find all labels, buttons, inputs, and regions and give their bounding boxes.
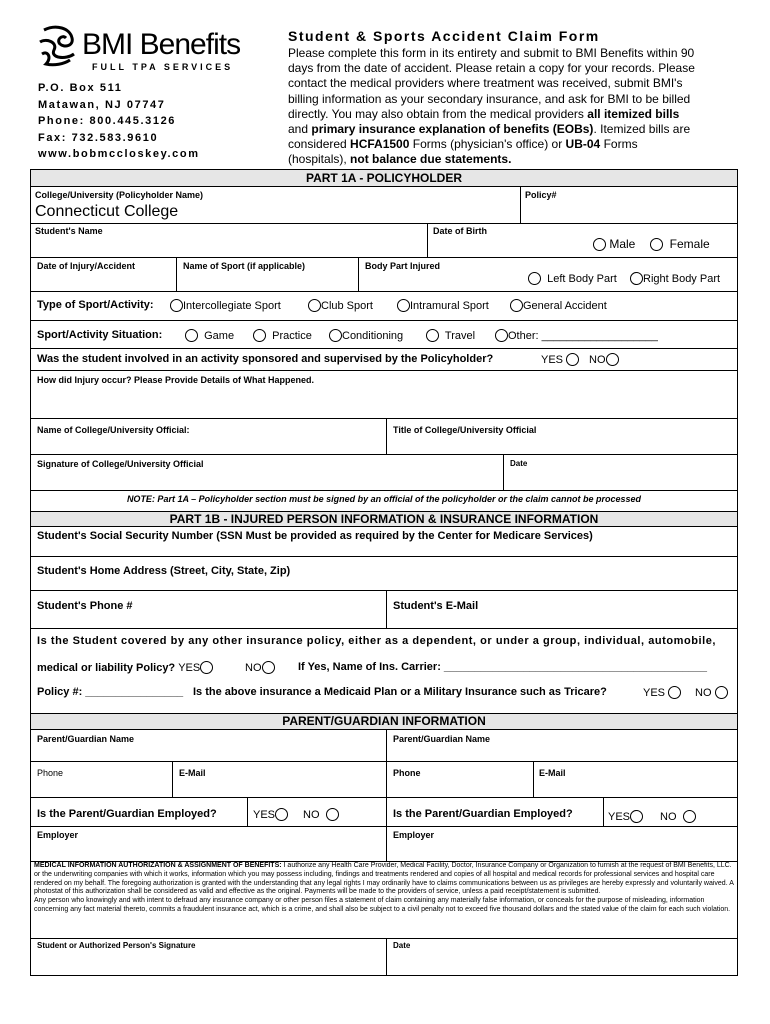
how-injury-label: How did Injury occur? Please Provide Details of What Happened.: [37, 375, 315, 385]
website-link[interactable]: www.bobmccloskey.com: [38, 148, 200, 160]
body-part-label: Body Part Injured: [365, 261, 441, 271]
parent1-email-label: E-Mail: [179, 768, 206, 778]
logo-name: BMI Benefits: [82, 28, 241, 61]
parent2-employed-yes[interactable]: YES: [608, 810, 643, 823]
situation-travel[interactable]: Travel: [426, 329, 475, 342]
radio-left-body[interactable]: [528, 272, 541, 285]
policy-label: Policy#: [525, 190, 557, 200]
parent-header: PARENT/GUARDIAN INFORMATION: [31, 713, 737, 730]
supervised-yes[interactable]: YES: [541, 353, 579, 366]
med-liability-label: medical or liability Policy? YES: [37, 661, 213, 674]
parent2-email-label: E-Mail: [539, 768, 566, 778]
other-ins-no[interactable]: NO: [245, 661, 275, 674]
intro-text: Please complete this form in its entirety and submit to BMI Benefits within 90 days from the date of accident. Please retain a copy for your records. Please contact the medical providers where treatment was received, submit BMI's billing information as your secondary insurance, and ask for BMI to be billed directly. You may also obtain from the medical providers all itemized bills and primary insurance explanation of benefits (EOBs). Itemized bills are considered HCFA1500 Forms (physician's office) or UB-04 Forms (hospitals), not balance due statements.: [288, 46, 695, 167]
student-phone-label: Student's Phone #: [37, 600, 133, 612]
bmi-logo: [36, 24, 248, 76]
parent1-name-label: Parent/Guardian Name: [37, 734, 135, 744]
right-body-part[interactable]: Right Body Part: [630, 272, 720, 285]
city-state: Matawan, NJ 07747: [38, 98, 166, 111]
situation-label: Sport/Activity Situation:: [37, 329, 163, 341]
left-body-part[interactable]: Left Body Part: [528, 272, 617, 285]
situation-other[interactable]: Other: ___________________: [495, 329, 658, 342]
radio-female[interactable]: [650, 238, 663, 251]
medicaid-question: Is the above insurance a Medicaid Plan or a Military Insurance such as Tricare?: [193, 686, 607, 698]
other-insurance-question: Is the Student covered by any other insurance policy, either as a dependent, or under a group, individual, automobile,: [37, 635, 716, 647]
parent2-employed-no[interactable]: NO: [660, 810, 696, 823]
situation-game[interactable]: Game: [185, 329, 234, 342]
part1b-header: PART 1B - INJURED PERSON INFORMATION & INSURANCE INFORMATION: [31, 511, 737, 527]
situation-conditioning[interactable]: Conditioning: [329, 329, 403, 342]
radio-male[interactable]: [593, 238, 606, 251]
official-date-label: Date: [510, 459, 528, 468]
part1a-note: NOTE: Part 1A – Policyholder section must be signed by an official of the policyholder or the claim cannot be processed: [126, 494, 642, 504]
injury-date-label: Date of Injury/Accident: [37, 261, 136, 271]
medicaid-no[interactable]: NO: [695, 686, 728, 699]
student-email-label: Student's E-Mail: [393, 600, 479, 612]
sport-type-intramural[interactable]: Intramural Sport: [397, 299, 489, 312]
home-address-label: Student's Home Address (Street, City, State, Zip): [37, 565, 291, 577]
authorization-text: MEDICAL INFORMATION AUTHORIZATION & ASSIGNMENT OF BENEFITS: I authorize any Health Care Provider, Medical Facility, Doctor, Insurance Company or Organization to furnish at the request of BMI Benefits, LLC. or the underwriting companies with which it works, information which you may possess including, findings and treatments rendered and copies of all hospital and medical records for professional services and hospital care rendered on my behalf. The foregoing authorization is granted with the understanding that any legal rights I may ordinarily have to claims communications between us as privileges are hereby expressly and voluntarily waived. A photostat of this authorization shall be considered as valid and effective as the original. Payments will be made to the providers of service, unless a paid receipt/statement is submitted. Any person who knowingly and with intent to defraud any insurance company or other person files a statement of claim containing any materially false information, or conceals for the purpose of misleading, information concerning any fact material thereto, commits a fraudulent insurance act, which is a crime, and shall also be subject to a civil penalty not to exceed five thousand dollars and the stated value of the claim for each such violation.: [34, 862, 734, 913]
sport-name-label: Name of Sport (if applicable): [183, 261, 306, 271]
other-ins-yes[interactable]: [200, 661, 213, 674]
official-name-label: Name of College/University Official:: [37, 425, 190, 435]
policy-number-label: Policy #: ________________: [37, 686, 184, 698]
address-block: [38, 80, 200, 163]
radio-right-body[interactable]: [630, 272, 643, 285]
logo-subtext: FULL TPA SERVICES: [92, 62, 234, 72]
medicaid-yes[interactable]: YES: [643, 686, 681, 699]
parent2-employer-label: Employer: [393, 830, 435, 840]
situation-practice[interactable]: Practice: [253, 329, 312, 342]
parent2-employed-question: Is the Parent/Guardian Employed?: [393, 808, 573, 820]
sport-type-club[interactable]: Club Sport: [308, 299, 373, 312]
sport-type-label: Type of Sport/Activity:: [37, 299, 154, 311]
parent1-employed-question: Is the Parent/Guardian Employed?: [37, 808, 217, 820]
official-title-label: Title of College/University Official: [393, 425, 537, 435]
parent2-name-label: Parent/Guardian Name: [393, 734, 491, 744]
supervised-question: Was the student involved in an activity sponsored and supervised by the Policyholder?: [37, 353, 494, 365]
fax: Fax: 732.583.9610: [38, 131, 159, 144]
parent1-phone-label: Phone: [37, 768, 64, 778]
po-box: P.O. Box 511: [38, 82, 123, 94]
parent1-employer-label: Employer: [37, 830, 79, 840]
logo-mark-icon: [36, 24, 80, 68]
parent1-employed-no[interactable]: NO: [303, 808, 339, 821]
phone: Phone: 800.445.3126: [38, 115, 177, 127]
carrier-name-label: If Yes, Name of Ins. Carrier: ___________________________________________: [298, 661, 707, 673]
parent1-employed-yes[interactable]: YES: [253, 808, 288, 821]
college-label: College/University (Policyholder Name): [35, 190, 204, 200]
form-title: Student & Sports Accident Claim Form: [288, 28, 600, 44]
signature-date-label: Date: [393, 941, 411, 950]
gender-female[interactable]: Female: [650, 237, 710, 251]
dob-label: Date of Birth: [433, 226, 487, 236]
sport-type-general[interactable]: General Accident: [510, 299, 607, 312]
gender-male[interactable]: Male: [593, 237, 635, 251]
student-name-label: Student's Name: [35, 226, 103, 236]
supervised-no[interactable]: NO: [589, 353, 619, 366]
part1a-header: PART 1A - POLICYHOLDER: [31, 169, 737, 187]
signature-label: Student or Authorized Person's Signature: [37, 941, 196, 950]
college-value[interactable]: Connecticut College: [35, 203, 179, 220]
official-signature-label: Signature of College/University Official: [37, 459, 204, 469]
parent2-phone-label: Phone: [393, 768, 421, 778]
sport-type-intercollegiate[interactable]: Intercollegiate Sport: [170, 299, 281, 312]
claim-form: [30, 169, 738, 976]
ssn-label: Student's Social Security Number (SSN Must be provided as required by the Center for Medicare Services): [37, 530, 593, 542]
